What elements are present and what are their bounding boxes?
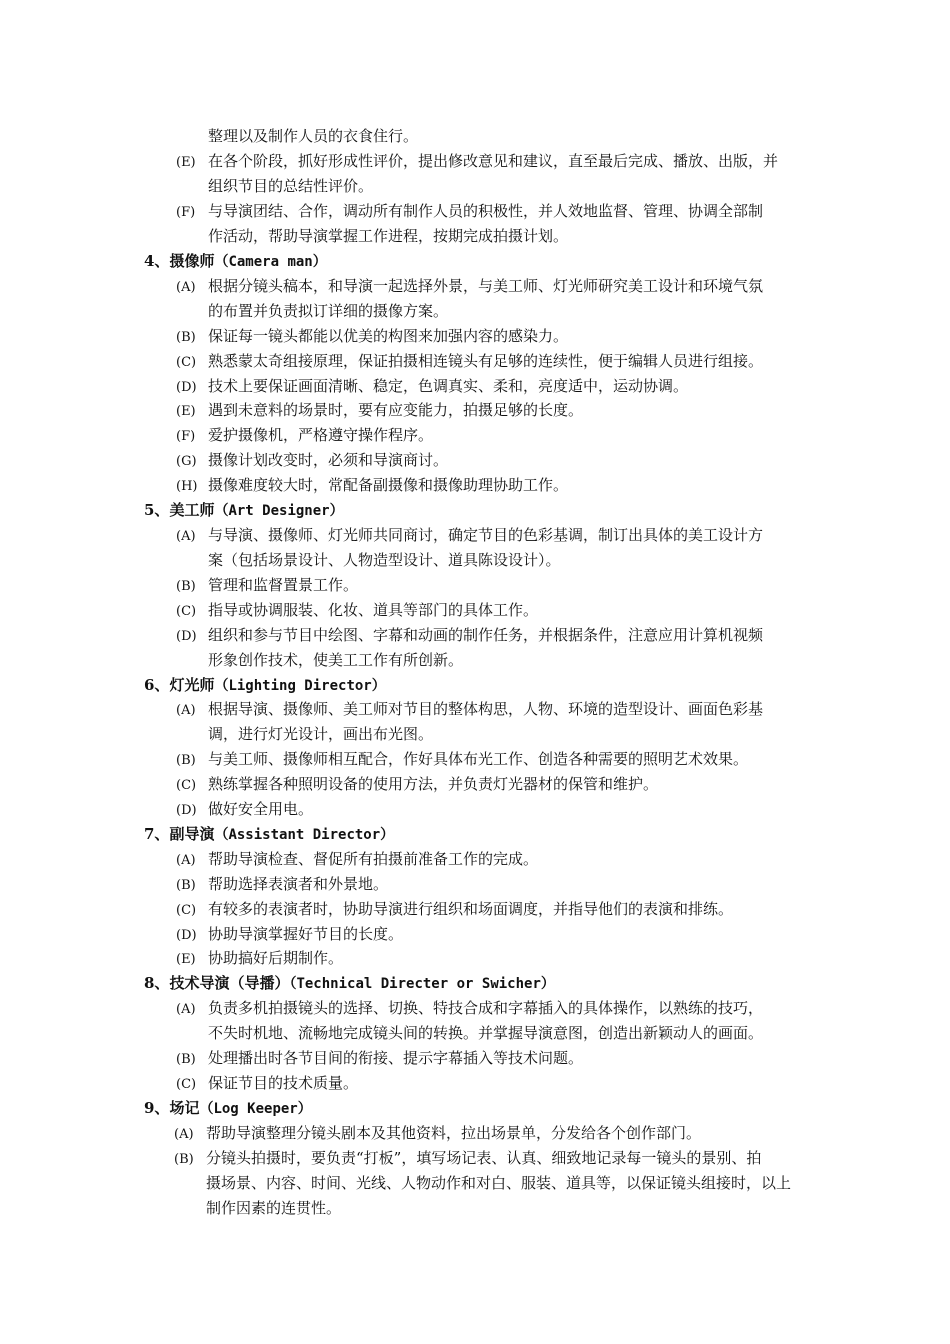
intro-item-e bbox=[176, 151, 778, 173]
text: 处理播出时各节目间的衔接、提示字幕插入等技术问题。 bbox=[208, 1049, 584, 1067]
item-label: (E) bbox=[176, 952, 196, 967]
list-item bbox=[176, 948, 343, 970]
text: 帮助导演检查、督促所有拍摄前准备工作的完成。 bbox=[208, 850, 539, 868]
text: 根据分镜头稿本，和导演一起选择外景，与美工师、灯光师研究美工设计和环境气氛 bbox=[208, 277, 764, 295]
list-item bbox=[176, 575, 358, 597]
text: 8、 bbox=[144, 974, 170, 992]
item-label: (B) bbox=[176, 579, 196, 594]
section-heading-log-keeper bbox=[144, 1098, 312, 1119]
item-text: 与导演团结、合作，调动所有制作人员的积极性，并人效地监督、管理、协调全部制 bbox=[208, 202, 764, 220]
item-label: (A) bbox=[174, 1127, 194, 1142]
list-item bbox=[174, 1123, 701, 1145]
text: 根据导演、摄像师、美工师对节目的整体构思，人物、环境的造型设计、画面色彩基 bbox=[208, 700, 764, 718]
text: 与导演、摄像师、灯光师共同商讨，确定节目的色彩基调，制订出具体的美工设计方 bbox=[208, 526, 764, 544]
text: 帮助选择表演者和外景地。 bbox=[208, 875, 389, 893]
list-item bbox=[176, 600, 538, 622]
heading-english: （Log Keeper） bbox=[199, 1101, 312, 1117]
list-item bbox=[176, 351, 763, 373]
item-label: (C) bbox=[176, 355, 197, 370]
text: 技术导演（导播） bbox=[169, 974, 290, 992]
list-item bbox=[176, 774, 658, 796]
list-item bbox=[176, 425, 433, 447]
list-item bbox=[176, 899, 733, 921]
list-item-cont: 的布置并负责拟订详细的摄像方案。 bbox=[208, 302, 449, 320]
text: 4、 bbox=[144, 252, 170, 270]
intro-item-f bbox=[176, 201, 763, 223]
text: 帮助导演整理分镜头剧本及其他资料，拉出场景单，分发给各个创作部门。 bbox=[206, 1124, 702, 1142]
list-item bbox=[176, 799, 313, 821]
section-heading-lighting-director bbox=[144, 675, 386, 696]
text: 指导或协调服装、化妆、道具等部门的具体工作。 bbox=[208, 601, 539, 619]
text: 负责多机拍摄镜头的选择、切换、特技合成和字幕插入的具体操作，以熟练的技巧， bbox=[208, 999, 764, 1017]
list-item-cont: 摄场景、内容、时间、光线、人物动作和对白、服装、道具等，以保证镜头组接时，以上 bbox=[206, 1174, 792, 1192]
section-heading-art-designer bbox=[144, 500, 344, 521]
item-label: (A) bbox=[176, 280, 196, 295]
text: 协助导演掌握好节目的长度。 bbox=[208, 925, 404, 943]
list-item bbox=[176, 376, 688, 398]
item-label: (A) bbox=[176, 529, 196, 544]
item-label: (D) bbox=[176, 380, 197, 395]
list-item bbox=[176, 326, 568, 348]
text: 有较多的表演者时，协助导演进行组织和场面调度，并指导他们的表演和排练。 bbox=[208, 900, 734, 918]
heading-english: （Assistant Director） bbox=[214, 827, 395, 843]
list-item-cont: 不失时机地、流畅地完成镜头间的转换。并掌握导演意图，创造出新颖动人的画面。 bbox=[208, 1024, 764, 1042]
item-label: (F) bbox=[176, 429, 196, 444]
text: 做好安全用电。 bbox=[208, 800, 314, 818]
item-label: (B) bbox=[174, 1152, 194, 1167]
text: 熟练掌握各种照明设备的使用方法，并负责灯光器材的保管和维护。 bbox=[208, 775, 659, 793]
intro-continuation: 整理以及制作人员的衣食住行。 bbox=[208, 127, 419, 145]
item-label: (B) bbox=[176, 878, 196, 893]
section-heading-camera-man bbox=[144, 251, 327, 272]
item-label: (F) bbox=[176, 205, 196, 220]
heading-english: （Technical Directer or Swicher） bbox=[289, 976, 555, 992]
list-item bbox=[176, 699, 763, 721]
text: 9、 bbox=[144, 1099, 170, 1117]
text: 遇到未意料的场景时，要有应变能力，拍摄足够的长度。 bbox=[208, 401, 584, 419]
text: 5、 bbox=[144, 501, 170, 519]
item-label: (A) bbox=[176, 1002, 196, 1017]
text: 管理和监督置景工作。 bbox=[208, 576, 359, 594]
list-item bbox=[176, 525, 763, 547]
section-heading-technical-director bbox=[144, 973, 555, 994]
list-item-cont: 调，进行灯光设计，画出布光图。 bbox=[208, 725, 434, 743]
text: 保证每一镜头都能以优美的构图来加强内容的感染力。 bbox=[208, 327, 569, 345]
item-label: (E) bbox=[176, 404, 196, 419]
list-item-cont: 形象创作技术，使美工工作有所创新。 bbox=[208, 651, 464, 669]
list-item bbox=[176, 276, 763, 298]
intro-item-e-cont: 组织节目的总结性评价。 bbox=[208, 177, 374, 195]
text: 熟悉蒙太奇组接原理，保证拍摄相连镜头有足够的连续性，便于编辑人员进行组接。 bbox=[208, 352, 764, 370]
list-item bbox=[176, 998, 763, 1020]
text: 爱护摄像机，严格遵守操作程序。 bbox=[208, 426, 434, 444]
item-label: (C) bbox=[176, 1077, 197, 1092]
text: 场记 bbox=[169, 1099, 200, 1117]
text: 与美工师、摄像师相互配合，作好具体布光工作、创造各种需要的照明艺术效果。 bbox=[208, 750, 749, 768]
list-item-cont: 案（包括场景设计、人物造型设计、道具陈设设计）。 bbox=[208, 551, 561, 569]
section-heading-assistant-director bbox=[144, 824, 394, 845]
text: 协助搞好后期制作。 bbox=[208, 949, 344, 967]
text: 保证节目的技术质量。 bbox=[208, 1074, 359, 1092]
intro-item-f-cont: 作活动，帮助导演掌握工作进程，按期完成拍摄计划。 bbox=[208, 227, 569, 245]
text: 灯光师 bbox=[169, 676, 215, 694]
text: 7、 bbox=[144, 825, 170, 843]
item-label: (D) bbox=[176, 928, 197, 943]
list-item bbox=[176, 400, 583, 422]
list-item bbox=[176, 1073, 358, 1095]
text: 技术上要保证画面清晰、稳定，色调真实、柔和，亮度适中，运动协调。 bbox=[208, 377, 689, 395]
item-label: (C) bbox=[176, 604, 197, 619]
item-label: (C) bbox=[176, 903, 197, 918]
text: 摄像师 bbox=[169, 252, 215, 270]
list-item bbox=[176, 475, 568, 497]
item-label: (B) bbox=[176, 330, 196, 345]
item-label: (B) bbox=[176, 1052, 196, 1067]
heading-english: （Lighting Director） bbox=[214, 678, 386, 694]
item-label: (D) bbox=[176, 629, 197, 644]
list-item bbox=[176, 849, 538, 871]
text: 副导演 bbox=[169, 825, 215, 843]
text: 美工师 bbox=[169, 501, 215, 519]
list-item bbox=[176, 1048, 583, 1070]
heading-english: （Camera man） bbox=[214, 254, 327, 270]
item-label: (E) bbox=[176, 155, 196, 170]
list-item bbox=[174, 1148, 761, 1170]
item-label: (D) bbox=[176, 803, 197, 818]
text: 摄像计划改变时，必须和导演商讨。 bbox=[208, 451, 449, 469]
item-label: (H) bbox=[176, 479, 198, 494]
item-label: (C) bbox=[176, 778, 197, 793]
item-label: (A) bbox=[176, 703, 196, 718]
text: 组织和参与节目中绘图、字幕和动画的制作任务，并根据条件，注意应用计算机视频 bbox=[208, 626, 764, 644]
text: 6、 bbox=[144, 676, 170, 694]
list-item bbox=[176, 874, 388, 896]
list-item bbox=[176, 625, 763, 647]
list-item-cont: 制作因素的连贯性。 bbox=[206, 1199, 342, 1217]
text: 摄像难度较大时，常配备副摄像和摄像助理协助工作。 bbox=[208, 476, 569, 494]
item-label: (B) bbox=[176, 753, 196, 768]
text: 分镜头拍摄时，要负责“打板”，填写场记表、认真、细致地记录每一镜头的景别、拍 bbox=[206, 1149, 762, 1167]
list-item bbox=[176, 749, 748, 771]
heading-english: （Art Designer） bbox=[214, 503, 344, 519]
list-item bbox=[176, 924, 403, 946]
item-text: 在各个阶段，抓好形成性评价，提出修改意见和建议，直至最后完成、播放、出版，并 bbox=[208, 152, 779, 170]
item-label: (A) bbox=[176, 853, 196, 868]
list-item bbox=[176, 450, 448, 472]
item-label: (G) bbox=[176, 454, 197, 469]
